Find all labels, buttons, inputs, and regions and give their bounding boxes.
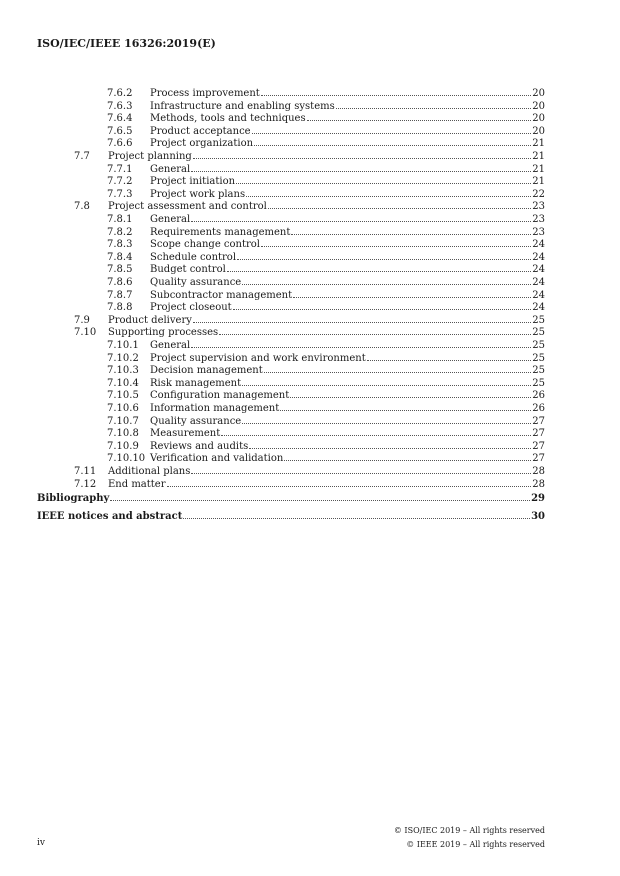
toc-entry-page: 20	[532, 113, 545, 125]
toc-entry-title: General	[150, 214, 191, 225]
dot-leader	[284, 459, 531, 461]
toc-entry-title: Schedule control	[150, 251, 237, 263]
toc-entry-page: 23	[532, 226, 545, 238]
toc-entry-number: 7.8.5	[107, 264, 133, 276]
toc-entry-page: 21	[532, 163, 545, 175]
toc-entry-title: Risk management	[150, 377, 242, 389]
toc-entry-number: 7.7.3	[107, 188, 133, 200]
toc-entry-page: 28	[532, 466, 545, 477]
toc-entry-title: Requirements management	[150, 226, 291, 238]
dot-leader	[193, 157, 531, 159]
toc-entry-page: 29	[531, 493, 545, 505]
toc-entry-page: 25	[532, 365, 545, 377]
toc-entry-number: 7.10.6	[107, 403, 139, 414]
toc-entry-number: 7.12	[74, 478, 97, 490]
dot-leader	[336, 107, 532, 109]
toc-entry-page: 25	[532, 352, 545, 364]
toc-entry-number: 7.10.5	[107, 390, 139, 402]
dot-leader	[249, 447, 531, 449]
toc-entry-page: 23	[532, 201, 545, 213]
toc-entry-number: 7.8.7	[107, 289, 133, 301]
toc-entry[interactable]	[0, 289, 620, 302]
toc-entry-title: General	[150, 163, 191, 175]
toc-entry-page: 27	[532, 440, 545, 452]
toc-entry-title: Supporting processes	[108, 327, 219, 339]
toc-entry-page: 30	[531, 511, 545, 523]
toc-entry-title: Process improvement	[150, 88, 260, 99]
toc-entry-title: Quality assurance	[150, 415, 242, 427]
toc-entry-page: 23	[532, 214, 545, 225]
toc-entry[interactable]	[0, 188, 620, 201]
dot-leader	[193, 321, 531, 323]
toc-entry-page: 20	[532, 100, 545, 112]
toc-entry-number: 7.10.3	[107, 365, 139, 377]
toc-entry-page: 24	[532, 251, 545, 263]
toc-entry-page: 26	[532, 403, 545, 414]
dot-leader	[191, 346, 531, 348]
toc-entry-title: IEEE notices and abstract	[37, 511, 183, 523]
toc-entry-number: 7.8.8	[107, 302, 133, 314]
toc-entry-number: 7.10.2	[107, 352, 139, 364]
toc-entry-title: Verification and validation	[150, 453, 284, 465]
toc-entry-title: Subcontractor management	[150, 289, 293, 301]
toc-entry-title: Project supervision and work environment	[150, 352, 366, 364]
toc-entry-number: 7.8.3	[107, 239, 133, 251]
toc-entry[interactable]	[0, 175, 620, 188]
copyright-ieee: © IEEE 2019 – All rights reserved	[406, 840, 545, 849]
dot-leader	[233, 308, 532, 310]
toc-entry-title: Project initiation	[150, 176, 236, 188]
toc-entry[interactable]	[0, 478, 620, 491]
toc-entry-page: 27	[532, 428, 545, 440]
toc-entry-title: Bibliography	[37, 493, 110, 505]
toc-entry-number: 7.8.4	[107, 251, 133, 263]
toc-entry-number: 7.11	[74, 466, 97, 477]
dot-leader	[227, 270, 531, 272]
toc-entry[interactable]	[0, 137, 620, 150]
toc-entry-number: 7.10.10	[107, 453, 146, 465]
toc-entry[interactable]	[0, 163, 620, 176]
toc-entry-title: Methods, tools and techniques	[150, 113, 306, 125]
toc-entry[interactable]	[0, 389, 620, 402]
toc-entry[interactable]	[0, 125, 620, 138]
document-id-header: ISO/IEC/IEEE 16326:2019(E)	[37, 37, 216, 50]
toc-entry-page: 21	[532, 138, 545, 150]
dot-leader	[110, 499, 530, 501]
toc-entry-number: 7.6.6	[107, 138, 133, 150]
toc-entry-page: 28	[532, 478, 545, 490]
toc-entry[interactable]	[0, 352, 620, 365]
toc-entry-number: 7.10.8	[107, 428, 139, 440]
toc-entry-title: Product acceptance	[150, 125, 251, 137]
toc-entry-title: Measurement	[150, 428, 221, 440]
dot-leader	[307, 119, 532, 121]
toc-entry-number: 7.8.2	[107, 226, 133, 238]
toc-entry-page: 26	[532, 390, 545, 402]
toc-entry[interactable]	[0, 213, 620, 226]
toc-entry-number: 7.6.4	[107, 113, 133, 125]
dot-leader	[167, 485, 532, 487]
dot-leader	[191, 472, 531, 474]
dot-leader	[264, 371, 532, 373]
toc-entry[interactable]	[0, 364, 620, 377]
toc-entry-title: Project assessment and control	[108, 201, 267, 213]
toc-entry-title: Quality assurance	[150, 277, 242, 288]
page-number: iv	[37, 838, 45, 848]
toc-entry[interactable]	[0, 427, 620, 440]
toc-entry[interactable]	[0, 87, 620, 100]
toc-entry-number: 7.8	[74, 201, 90, 213]
toc-entry-page: 25	[532, 340, 545, 351]
toc-entry-page: 24	[532, 264, 545, 276]
toc-entry-number: 7.10	[74, 327, 97, 339]
toc-entry-title: Project organization	[150, 138, 254, 150]
toc-entry-number: 7.10.7	[107, 415, 139, 427]
toc-entry[interactable]	[0, 510, 620, 523]
dot-leader	[293, 296, 531, 298]
toc-entry-title: Project planning	[108, 151, 192, 162]
toc-entry-page: 24	[532, 289, 545, 301]
toc-entry-page: 24	[532, 239, 545, 251]
toc-entry-page: 27	[532, 453, 545, 465]
toc-entry[interactable]	[0, 402, 620, 415]
dot-leader	[280, 409, 531, 411]
toc-entry-title: Decision management	[150, 365, 263, 377]
dot-leader	[242, 283, 531, 285]
dot-leader	[291, 233, 531, 235]
copyright-iso: © ISO/IEC 2019 – All rights reserved	[393, 826, 545, 835]
toc-entry-page: 24	[532, 277, 545, 288]
toc-entry[interactable]	[0, 415, 620, 428]
toc-entry-title: General	[150, 340, 191, 351]
toc-entry[interactable]	[0, 276, 620, 289]
toc-entry-title: End matter	[108, 478, 166, 490]
dot-leader	[290, 396, 531, 398]
toc-entry-title: Information management	[150, 403, 280, 414]
dot-leader	[261, 94, 531, 96]
dot-leader	[367, 359, 532, 361]
toc-entry-title: Scope change control	[150, 239, 260, 251]
toc-entry[interactable]	[0, 301, 620, 314]
toc-entry[interactable]	[0, 465, 620, 478]
toc-entry[interactable]	[0, 150, 620, 163]
toc-entry-page: 27	[532, 415, 545, 427]
toc-entry-number: 7.7.1	[107, 163, 133, 175]
toc-entry-page: 21	[532, 176, 545, 188]
toc-entry-title: Reviews and audits	[150, 440, 249, 452]
toc-entry[interactable]	[0, 492, 620, 505]
toc-entry-number: 7.7.2	[107, 176, 133, 188]
dot-leader	[183, 517, 530, 519]
toc-entry-number: 7.9	[74, 314, 90, 326]
toc-entry-page: 20	[532, 125, 545, 137]
toc-entry-number: 7.6.2	[107, 88, 133, 99]
dot-leader	[237, 258, 531, 260]
toc-entry[interactable]	[0, 314, 620, 327]
toc-entry-title: Configuration management	[150, 390, 290, 402]
dot-leader	[261, 245, 531, 247]
toc-entry[interactable]	[0, 440, 620, 453]
toc-entry-page: 24	[532, 302, 545, 314]
dot-leader	[236, 182, 531, 184]
toc-entry-title: Budget control	[150, 264, 226, 276]
toc-entry-page: 20	[532, 88, 545, 99]
toc-entry[interactable]	[0, 326, 620, 339]
dot-leader	[254, 144, 531, 146]
toc-entry-number: 7.7	[74, 151, 90, 162]
toc-entry-page: 25	[532, 314, 545, 326]
toc-entry-page: 22	[532, 188, 545, 200]
dot-leader	[268, 207, 531, 209]
toc-entry-number: 7.6.5	[107, 125, 133, 137]
toc-entry-title: Infrastructure and enabling systems	[150, 100, 335, 112]
dot-leader	[219, 333, 531, 335]
toc-entry[interactable]	[0, 226, 620, 239]
toc-entry-title: Product delivery	[108, 314, 192, 326]
toc-entry-title: Project closeout	[150, 302, 232, 314]
toc-entry[interactable]	[0, 339, 620, 352]
toc-entry-number: 7.6.3	[107, 100, 133, 112]
toc-entry-page: 21	[532, 151, 545, 162]
toc-entry[interactable]	[0, 100, 620, 113]
dot-leader	[242, 422, 531, 424]
dot-leader	[252, 132, 532, 134]
dot-leader	[191, 220, 531, 222]
toc-entry-number: 7.8.6	[107, 277, 133, 288]
toc-entry-number: 7.10.4	[107, 377, 139, 389]
toc-entry-page: 25	[532, 327, 545, 339]
toc-entry-number: 7.10.1	[107, 340, 139, 351]
toc-entry[interactable]	[0, 200, 620, 213]
dot-leader	[221, 434, 531, 436]
toc-entry[interactable]	[0, 238, 620, 251]
toc-entry[interactable]	[0, 251, 620, 264]
dot-leader	[191, 170, 531, 172]
toc-entry[interactable]	[0, 263, 620, 276]
toc-entry-title: Additional plans	[108, 466, 191, 477]
dot-leader	[242, 384, 531, 386]
dot-leader	[246, 195, 531, 197]
toc-entry[interactable]	[0, 452, 620, 465]
toc-entry[interactable]	[0, 377, 620, 390]
toc-entry-title: Project work plans	[150, 188, 246, 200]
toc-entry-number: 7.10.9	[107, 440, 139, 452]
toc-entry[interactable]	[0, 112, 620, 125]
toc-entry-page: 25	[532, 377, 545, 389]
toc-entry-number: 7.8.1	[107, 214, 133, 225]
